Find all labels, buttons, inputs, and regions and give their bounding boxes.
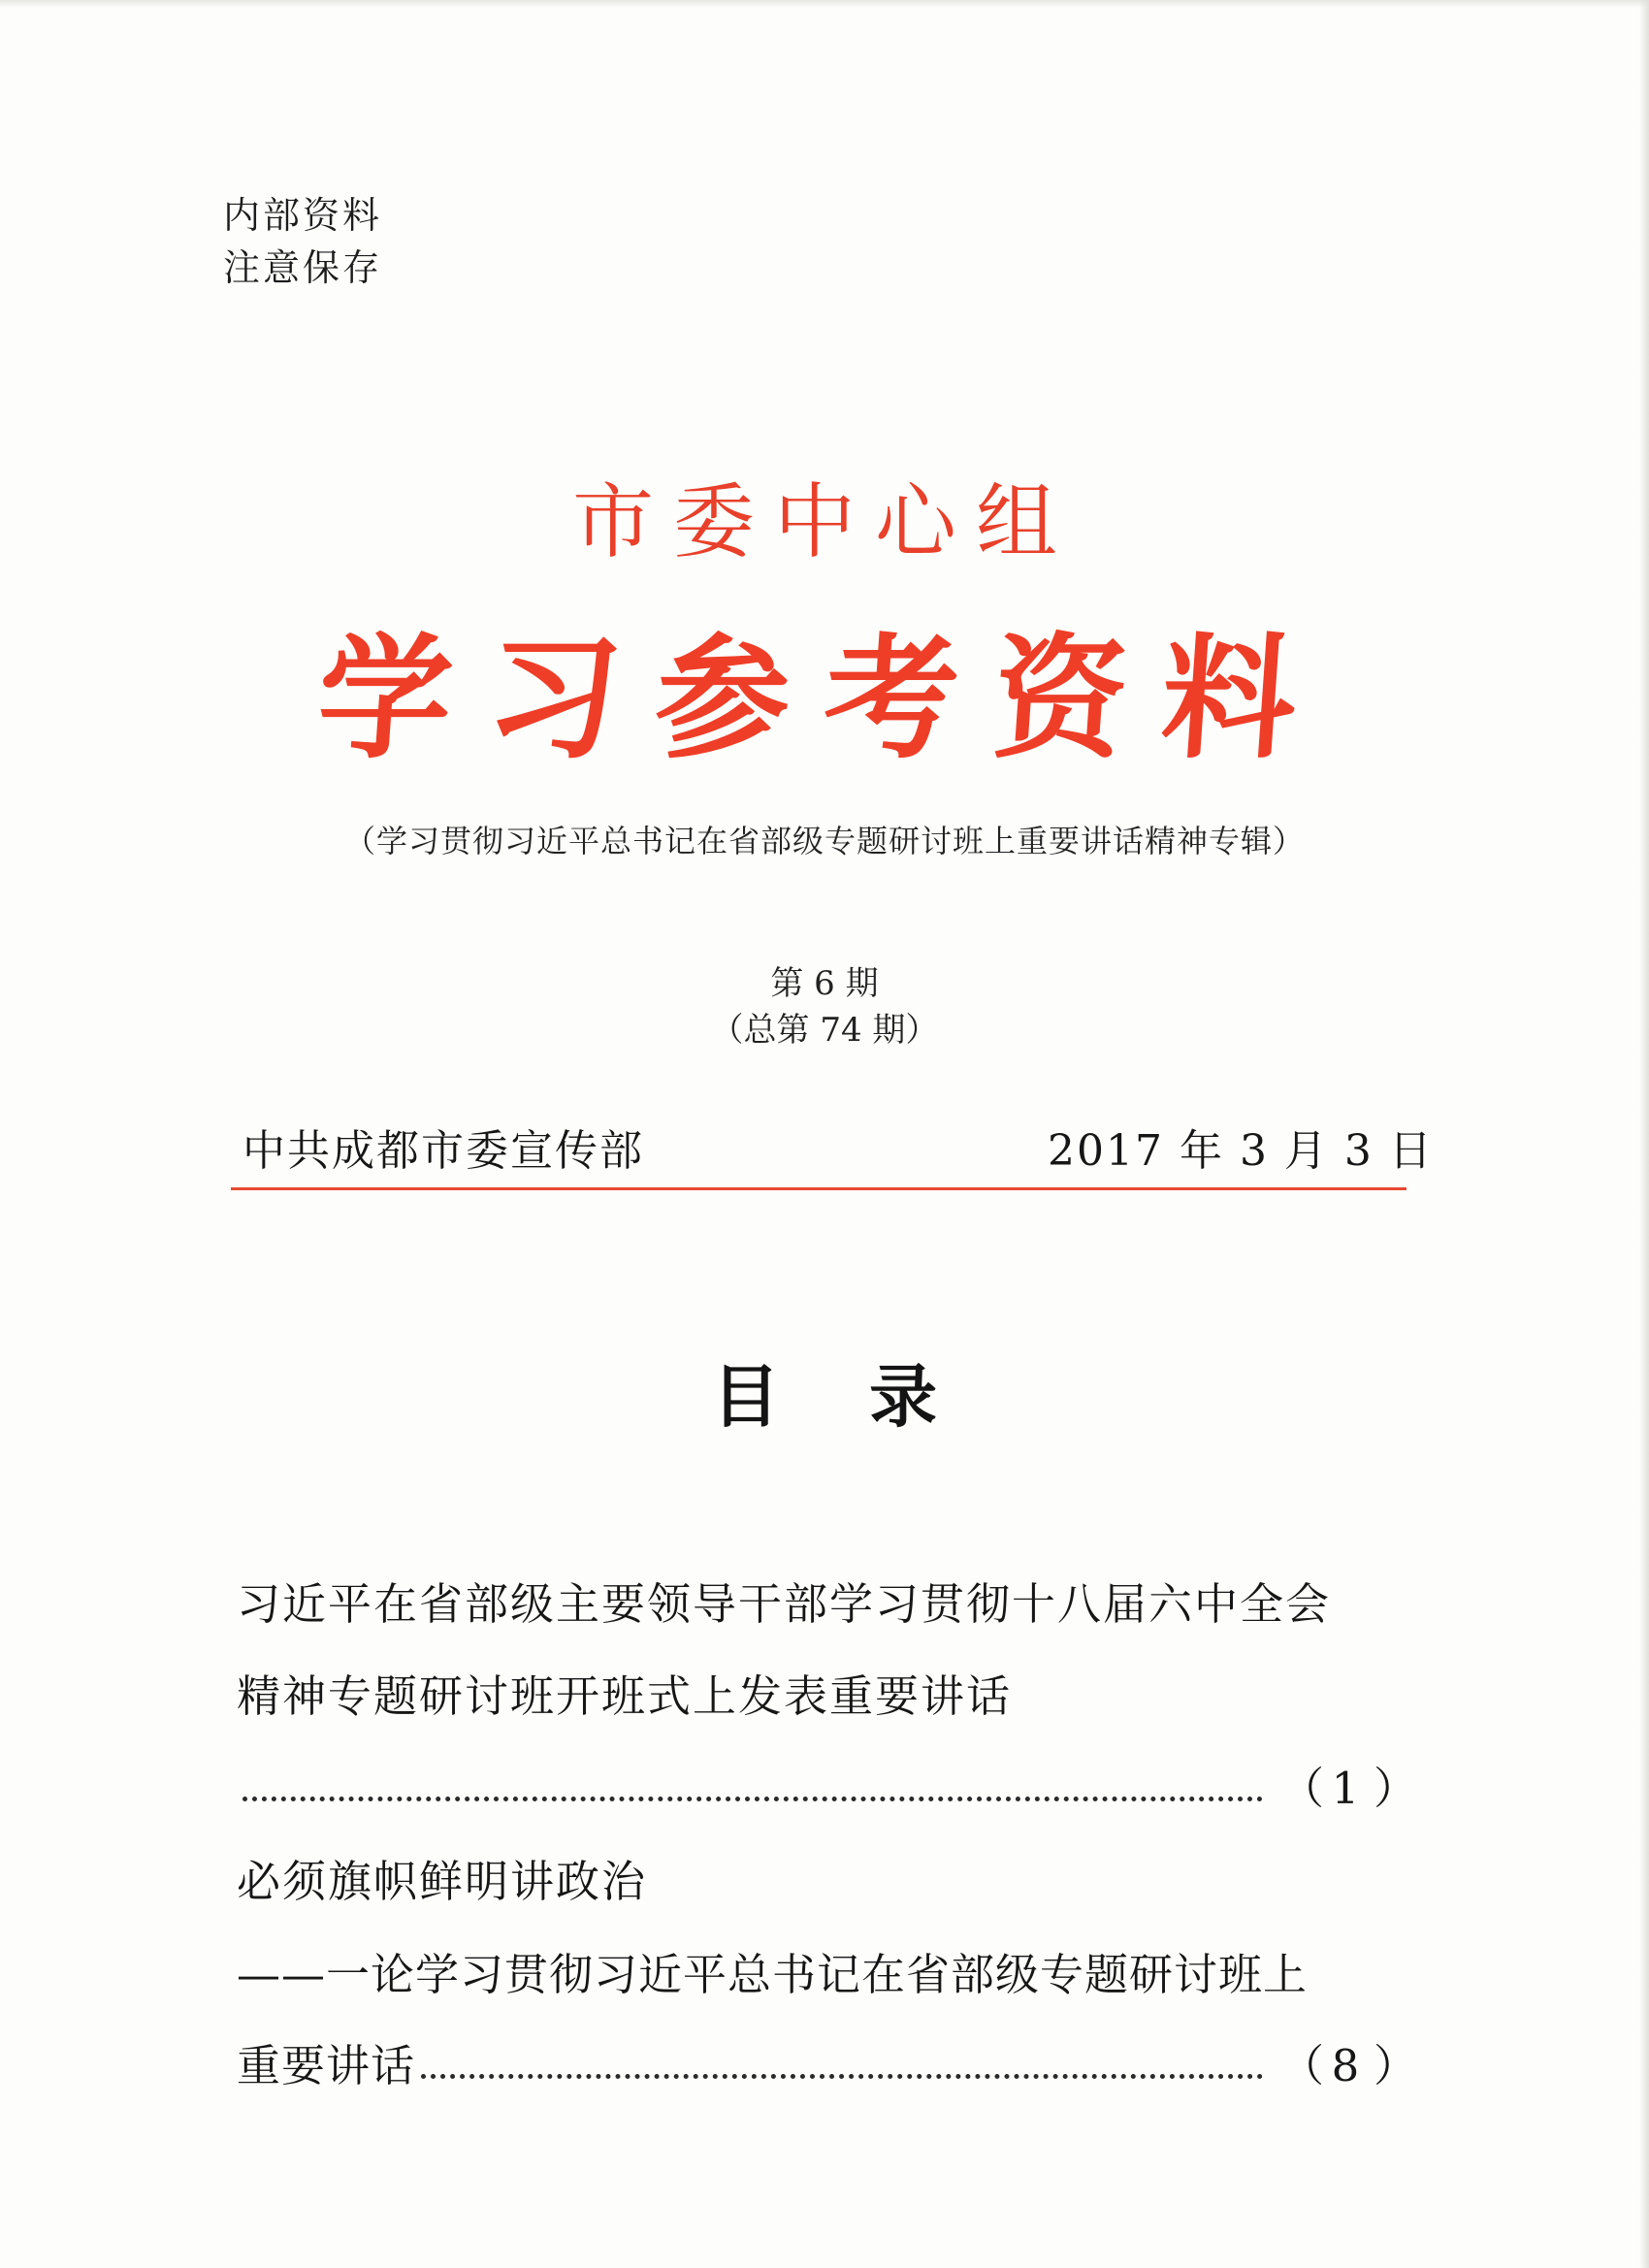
toc-entry-2-subtitle[interactable]: ——一论学习贯彻习近平总书记在省部级专题研讨班上: [237, 1949, 1309, 2000]
toc-entry-2-open-paren: （: [1280, 2040, 1327, 2091]
toc-entry-1-leader-dots: [242, 1797, 1263, 1801]
toc-entry-2-page-number: 8: [1331, 2040, 1362, 2091]
toc-entry-1-open-paren: （: [1280, 1763, 1327, 1814]
special-edition-subtitle: （学习贯彻习近平总书记在省部级专题研讨班上重要讲话精神专辑）: [343, 823, 1305, 859]
toc-entry-2-title[interactable]: 必须旗帜鲜明讲政治: [237, 1856, 648, 1907]
classification-notice: [223, 189, 382, 294]
toc-entry-2-leader-dots: [421, 2074, 1263, 2079]
toc-entry-2-leader-row[interactable]: [237, 2035, 1420, 2097]
scan-edge-top: [0, 0, 1649, 8]
classification-line-2: 注意保存: [223, 246, 383, 289]
issue-number: 第 6 期: [770, 964, 879, 1003]
issue-info: [0, 960, 1649, 1053]
toc-entry-1-page-number: 1: [1331, 1763, 1362, 1814]
toc-entry-1-page-ref: [1280, 1758, 1420, 1820]
toc-entry-1-title-line-2[interactable]: 精神专题研讨班开班式上发表重要讲话: [237, 1670, 1013, 1722]
classification-line-1: 内部资料: [223, 194, 383, 237]
toc-entry-1-title-line-1[interactable]: 习近平在省部级主要领导干部学习贯彻十八届六中全会: [237, 1578, 1332, 1630]
toc-entry-2-leader-text: 重要讲话: [237, 2040, 416, 2091]
toc-heading: 目 录: [711, 1356, 971, 1437]
scan-edge-right: [1639, 0, 1649, 2268]
masthead-main-title: 学习参考资料: [312, 619, 1337, 777]
issue-total-number: （总第 74 期）: [710, 1011, 939, 1050]
publication-date: 2017 年 3 月 3 日: [1048, 1126, 1434, 1176]
toc-entry-2-close-paren: ）: [1374, 2040, 1420, 2091]
publisher: 中共成都市委宣传部: [242, 1126, 644, 1176]
masthead-title: 市委中心组: [571, 474, 1077, 569]
toc-entry-1-close-paren: ）: [1374, 1763, 1420, 1814]
toc-entry-2-page-ref: [1280, 2035, 1420, 2097]
header-rule: [231, 1187, 1406, 1190]
toc-entry-1-leader-row[interactable]: [237, 1758, 1420, 1820]
